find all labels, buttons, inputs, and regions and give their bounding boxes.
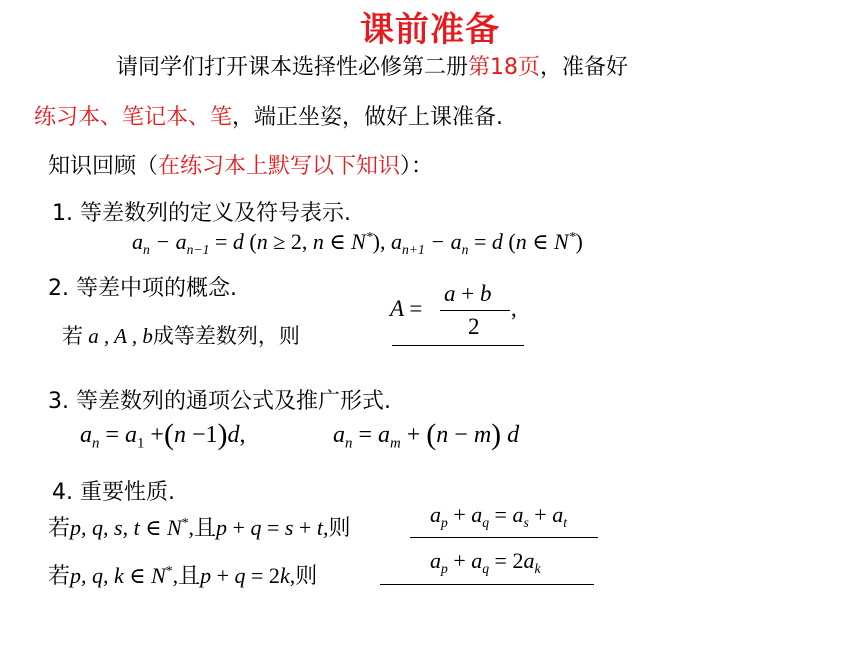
then-word: 则	[295, 563, 318, 588]
mean-condition: 若 a , A , b成等差数列，则	[62, 324, 300, 348]
property-1-condition: 若p, q, s, t ∈ N*,且p + q = s + t,则	[48, 514, 351, 540]
property-2-condition: 若p, q, k ∈ N*,且p + q = 2k,则	[48, 562, 318, 588]
answer-blank	[380, 584, 594, 585]
answer-blank	[410, 537, 598, 538]
review-heading	[48, 149, 433, 180]
item-number: 2.	[48, 276, 69, 301]
general-term-formula: $a_n = a_1 +(n -1)d$,	[80, 418, 246, 452]
intro-line-2	[34, 100, 503, 131]
condition-suffix: 成等差数列，则	[152, 324, 300, 348]
property-1-answer: $a_p + a_q = a_s + a_t$	[430, 502, 567, 530]
item-2	[48, 271, 237, 302]
intro-page-ref: 第18页	[468, 55, 541, 80]
prefix: 若	[48, 515, 71, 540]
mean-A: A =	[390, 296, 423, 321]
mean-denominator: 2	[468, 314, 480, 339]
item-text: 等差数列的定义及符号表示.	[80, 201, 351, 226]
definition-formula: $a_n - a_{n-1} = d$ (n ≥ 2, n ∈ N*), $a_{n+1} - a_n = d$ (n ∈ N*)	[132, 229, 583, 257]
review-label: 知识回顾（	[48, 154, 159, 179]
intro-text: 请同学们打开课本选择性必修第二册	[116, 55, 469, 80]
fraction-bar	[440, 310, 510, 311]
supplies-list: 练习本、笔记本、笔	[34, 105, 233, 130]
item-1	[52, 196, 351, 227]
mean-comma: ,	[511, 296, 517, 321]
item-number: 3.	[48, 389, 69, 414]
item-number: 4.	[52, 480, 73, 505]
item-number: 1.	[52, 201, 73, 226]
item-3	[48, 384, 391, 415]
and-word: 且	[178, 563, 201, 588]
mean-numerator: a + b	[444, 281, 492, 306]
then-word: 则	[328, 515, 351, 540]
property-2-answer: $a_p + a_q = 2a_k$	[430, 548, 541, 576]
item-text: 等差中项的概念.	[76, 276, 237, 301]
page-title: 课前准备	[360, 10, 500, 50]
intro-text-end: ，准备好	[540, 55, 629, 80]
item-4	[52, 475, 175, 506]
review-instruction: 在练习本上默写以下知识	[158, 154, 401, 179]
extended-term-formula: $a_n = a_m + (n - m)$ d	[333, 418, 520, 452]
item-text: 重要性质.	[80, 480, 175, 505]
answer-blank	[392, 345, 524, 346]
condition-prefix: 若	[62, 324, 83, 348]
review-close: ）：	[400, 154, 434, 179]
intro-line-1	[116, 50, 628, 81]
and-word: 且	[194, 515, 217, 540]
prefix: 若	[48, 563, 71, 588]
intro-posture-text: ，端正坐姿，做好上课准备.	[232, 105, 504, 130]
item-text: 等差数列的通项公式及推广形式.	[76, 389, 391, 414]
